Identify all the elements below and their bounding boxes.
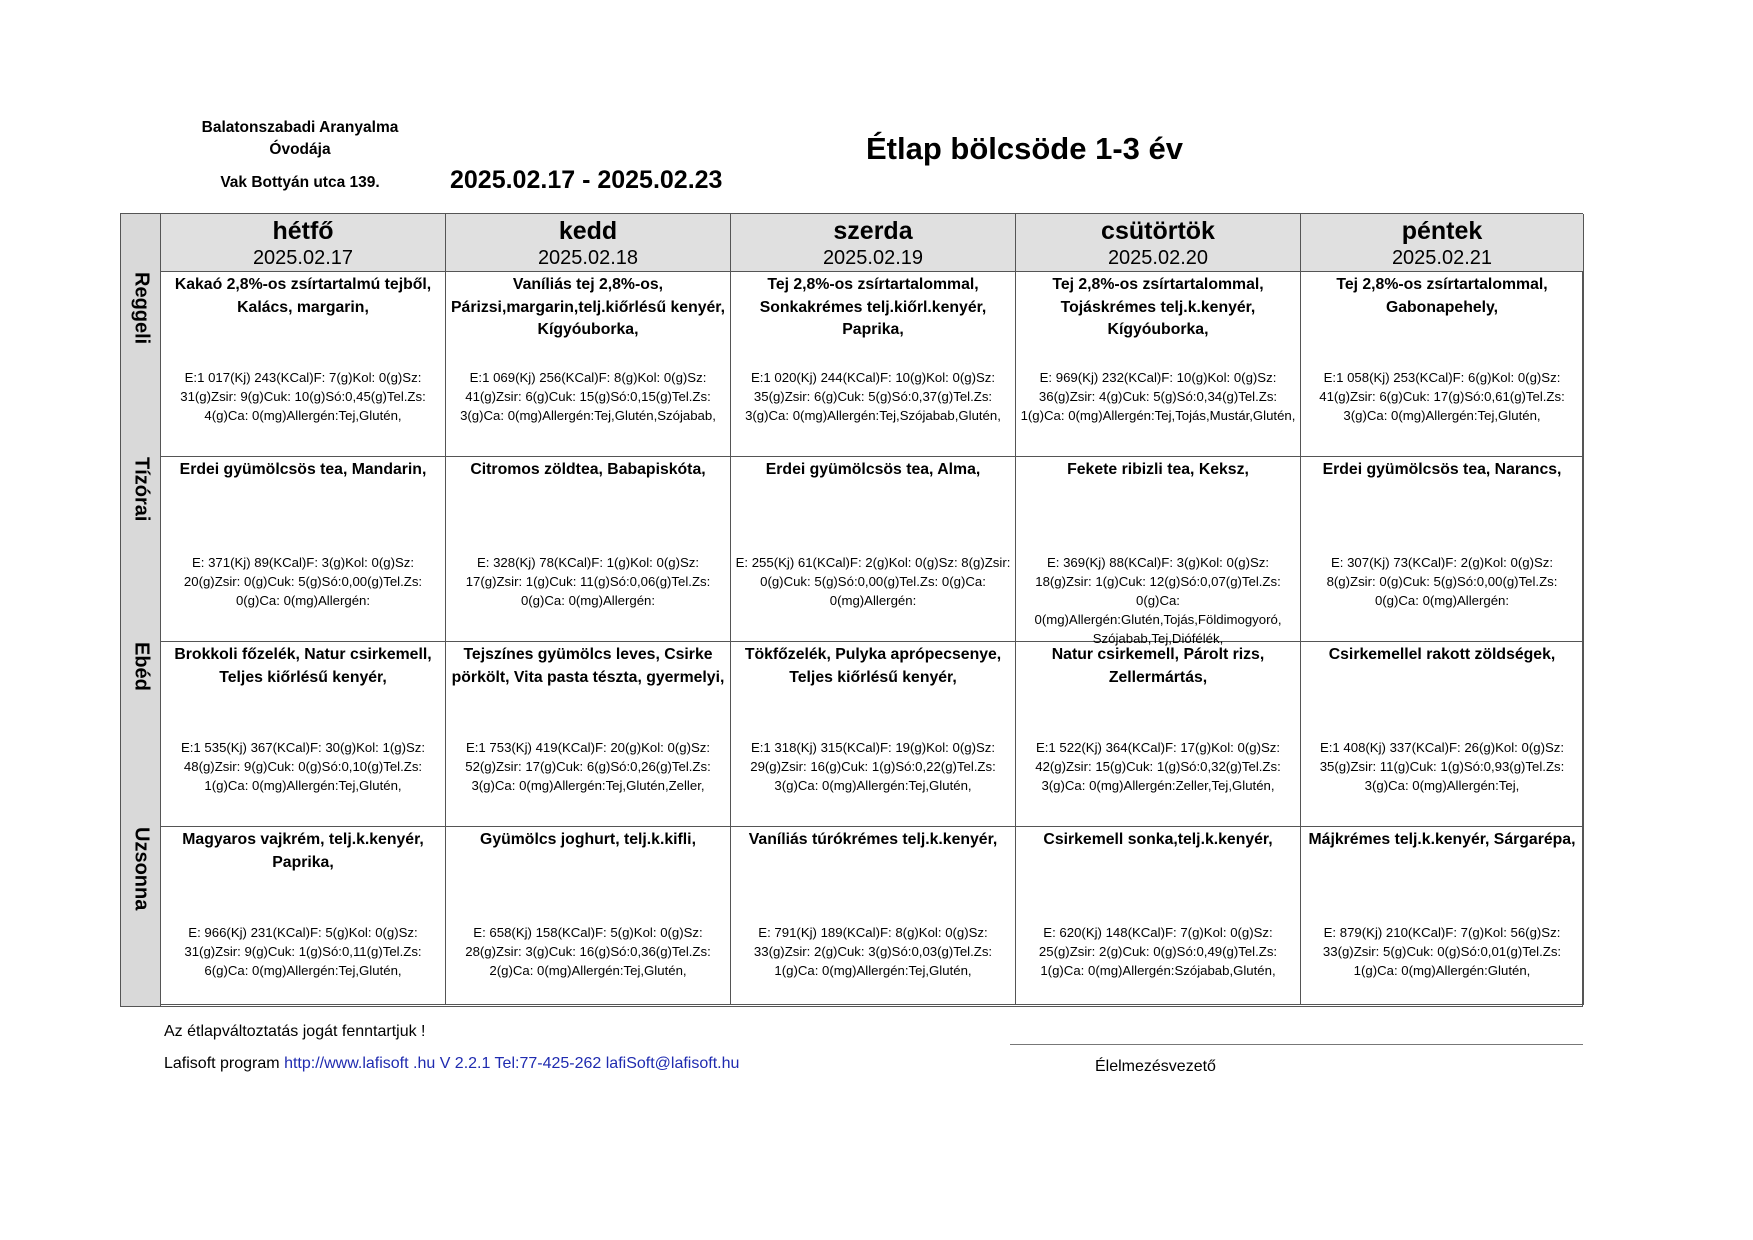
day-name: péntek <box>1401 217 1483 245</box>
nutrition-text: E: 255(Kj) 61(KCal)F: 2(g)Kol: 0(g)Sz: 8(g)Zsir: 0(g)Cuk: 5(g)Só:0,00(g)Tel.Zs: 0(g)Ca: 0(mg)Allergén: <box>735 555 1011 608</box>
day-header <box>161 214 446 272</box>
nutrition-text: E:1 020(Kj) 244(KCal)F: 10(g)Kol: 0(g)Sz: 35(g)Zsir: 6(g)Cuk: 5(g)Só:0,37(g)Tel.Zs: 3(g)Ca: 0(mg)Allergén:Tej,Szójabab,Glutén, <box>745 370 1001 423</box>
dish-text: Brokkoli főzelék, Natur csirkemell, Teljes kiőrlésű kenyér, <box>174 646 432 686</box>
day-name: szerda <box>833 217 913 245</box>
nutrition-text: E:1 017(Kj) 243(KCal)F: 7(g)Kol: 0(g)Sz: 31(g)Zsir: 9(g)Cuk: 10(g)Só:0,45(g)Tel.Zs: 4(g)Ca: 0(mg)Allergén:Tej,Glutén, <box>180 370 426 423</box>
menu-cell <box>161 457 446 642</box>
nutrition-text: E: 966(Kj) 231(KCal)F: 5(g)Kol: 0(g)Sz: 31(g)Zsir: 9(g)Cuk: 1(g)Só:0,11(g)Tel.Zs: 6(g)Ca: 0(mg)Allergén:Tej,Glutén, <box>184 925 422 978</box>
menu-cell <box>446 642 731 827</box>
nutrition-text: E: 791(Kj) 189(KCal)F: 8(g)Kol: 0(g)Sz: 33(g)Zsir: 2(g)Cuk: 3(g)Só:0,03(g)Tel.Zs: 1(g)Ca: 0(mg)Allergén:Tej,Glutén, <box>753 925 993 978</box>
dish-text: Tej 2,8%-os zsírtartalommal, Gabonapehely, <box>1336 276 1548 316</box>
menu-cell <box>731 827 1016 1005</box>
change-note: Az étlapváltoztatás jogát fenntartjuk ! <box>164 1023 426 1040</box>
day-name: kedd <box>558 217 618 245</box>
nutrition-text: E: 969(Kj) 232(KCal)F: 10(g)Kol: 0(g)Sz: 36(g)Zsir: 4(g)Cuk: 5(g)Só:0,34(g)Tel.Zs: 1(g)Ca: 0(mg)Allergén:Tej,Tojás,Mustár,Glutén, <box>1020 370 1296 423</box>
menu-cell <box>161 272 446 457</box>
program-prefix: Lafisoft program <box>164 1055 280 1072</box>
menu-cell <box>446 457 731 642</box>
institution-line2: Óvodája <box>269 141 331 158</box>
menu-cell <box>161 827 446 1005</box>
nutrition-text: E: 879(Kj) 210(KCal)F: 7(g)Kol: 56(g)Sz: 33(g)Zsir: 5(g)Cuk: 0(g)Só:0,01(g)Tel.Zs: 1(g)Ca: 0(mg)Allergén:Glutén, <box>1322 925 1562 978</box>
menu-grid <box>120 213 1583 1007</box>
meal-label-snack: Tízórai <box>130 457 153 522</box>
nutrition-text: E:1 535(Kj) 367(KCal)F: 30(g)Kol: 1(g)Sz: 48(g)Zsir: 9(g)Cuk: 0(g)Só:0,10(g)Tel.Zs: 1(g)Ca: 0(mg)Allergén:Tej,Glutén, <box>180 740 426 793</box>
day-date: 2025.02.19 <box>822 247 924 269</box>
menu-cell <box>446 827 731 1005</box>
nutrition-text: E: 371(Kj) 89(KCal)F: 3(g)Kol: 0(g)Sz: 20(g)Zsir: 0(g)Cuk: 5(g)Só:0,00(g)Tel.Zs: 0(g)Ca: 0(mg)Allergén: <box>183 555 423 608</box>
nutrition-text: E: 658(Kj) 158(KCal)F: 5(g)Kol: 0(g)Sz: 28(g)Zsir: 3(g)Cuk: 16(g)Só:0,36(g)Tel.Zs: 2(g)Ca: 0(mg)Allergén:Tej,Glutén, <box>465 925 711 978</box>
meal-label-breakfast: Reggeli <box>130 272 153 345</box>
dish-text: Natur csirkemell, Párolt rizs, Zellermártás, <box>1051 646 1265 686</box>
nutrition-text: E:1 753(Kj) 419(KCal)F: 20(g)Kol: 0(g)Sz: 52(g)Zsir: 17(g)Cuk: 6(g)Só:0,26(g)Tel.Zs: 3(g)Ca: 0(mg)Allergén:Tej,Glutén,Zeller, <box>465 740 711 793</box>
dish-text: Gyümölcs joghurt, telj.k.kifli, <box>480 831 696 848</box>
menu-cell <box>1301 457 1584 642</box>
nutrition-text: E: 369(Kj) 88(KCal)F: 3(g)Kol: 0(g)Sz: 18(g)Zsir: 1(g)Cuk: 12(g)Só:0,07(g)Tel.Zs: 0(g)Ca: 0(mg)Allergén:Glutén,Tojás,Földimogyoró, Szójabab,Tej,Diófélék, <box>1034 555 1282 646</box>
dish-text: Erdei gyümölcsös tea, Narancs, <box>1322 461 1562 478</box>
dish-text: Csirkemell sonka,telj.k.kenyér, <box>1043 831 1273 848</box>
address: Vak Bottyán utca 139. <box>220 174 380 191</box>
nutrition-text: E:1 058(Kj) 253(KCal)F: 6(g)Kol: 0(g)Sz: 41(g)Zsir: 6(g)Cuk: 17(g)Só:0,61(g)Tel.Zs: 3(g)Ca: 0(mg)Allergén:Tej,Glutén, <box>1319 370 1565 423</box>
page-title: Étlap bölcsöde 1-3 év <box>866 131 1183 166</box>
day-date: 2025.02.17 <box>252 247 354 269</box>
day-header <box>731 214 1016 272</box>
menu-cell <box>1016 457 1301 646</box>
meal-label-lunch: Ebéd <box>130 642 153 691</box>
menu-cell <box>1016 827 1301 1005</box>
menu-cell <box>1016 642 1301 827</box>
menu-cell <box>1301 642 1584 827</box>
date-range: 2025.02.17 - 2025.02.23 <box>450 166 723 194</box>
dish-text: Erdei gyümölcsös tea, Alma, <box>765 461 981 478</box>
dish-text: Erdei gyümölcsös tea, Mandarin, <box>179 461 427 478</box>
menu-cell <box>446 272 731 457</box>
menu-cell <box>1301 272 1584 457</box>
dish-text: Tej 2,8%-os zsírtartalommal, Sonkakrémes telj.kiőrl.kenyér, Paprika, <box>759 276 987 338</box>
menu-cell <box>1301 827 1584 1005</box>
institution-name <box>180 117 420 161</box>
nutrition-text: E:1 522(Kj) 364(KCal)F: 17(g)Kol: 0(g)Sz: 42(g)Zsir: 15(g)Cuk: 1(g)Só:0,32(g)Tel.Zs: 3(g)Ca: 0(mg)Allergén:Zeller,Tej,Glutén, <box>1035 740 1281 793</box>
dish-text: Magyaros vajkrém, telj.k.kenyér, Paprika, <box>182 831 424 871</box>
dish-text: Kakaó 2,8%-os zsírtartalmú tejből, Kalács, margarin, <box>174 276 432 316</box>
day-date: 2025.02.20 <box>1107 247 1209 269</box>
menu-cell <box>731 272 1016 457</box>
meal-label-afternoon: Uzsonna <box>130 827 153 911</box>
nutrition-text: E:1 408(Kj) 337(KCal)F: 26(g)Kol: 0(g)Sz: 35(g)Zsir: 11(g)Cuk: 1(g)Só:0,93(g)Tel.Zs: 3(g)Ca: 0(mg)Allergén:Tej, <box>1319 740 1565 793</box>
dish-text: Tökfőzelék, Pulyka aprópecsenye, Teljes kiőrlésű kenyér, <box>744 646 1002 686</box>
dish-text: Tejszínes gyümölcs leves, Csirke pörkölt, Vita pasta tészta, gyermelyi, <box>451 646 725 686</box>
dish-text: Vaníliás tej 2,8%-os, Párizsi,margarin,telj.kiőrlésű kenyér, Kígyóuborka, <box>451 276 725 338</box>
menu-cell <box>1016 272 1301 457</box>
nutrition-text: E:1 069(Kj) 256(KCal)F: 8(g)Kol: 0(g)Sz: 41(g)Zsir: 6(g)Cuk: 15(g)Só:0,15(g)Tel.Zs: 3(g)Ca: 0(mg)Allergén:Tej,Glutén,Szójabab, <box>460 370 716 423</box>
nutrition-text: E: 328(Kj) 78(KCal)F: 1(g)Kol: 0(g)Sz: 17(g)Zsir: 1(g)Cuk: 11(g)Só:0,06(g)Tel.Zs: 0(g)Ca: 0(mg)Allergén: <box>465 555 711 608</box>
signature-line <box>1010 1044 1583 1045</box>
dish-text: Tej 2,8%-os zsírtartalommal, Tojáskrémes telj.k.kenyér, Kígyóuborka, <box>1052 276 1264 338</box>
program-info <box>164 1055 739 1073</box>
day-header <box>1016 214 1301 272</box>
day-date: 2025.02.21 <box>1391 247 1493 269</box>
dish-text: Citromos zöldtea, Babapiskóta, <box>470 461 706 478</box>
menu-cell <box>731 642 1016 827</box>
day-header <box>446 214 731 272</box>
program-link[interactable]: http://www.lafisoft .hu V 2.2.1 Tel:77-425-262 lafiSoft@lafisoft.hu <box>284 1055 740 1072</box>
dish-text: Csirkemellel rakott zöldségek, <box>1328 646 1556 663</box>
day-name: hétfő <box>272 217 334 245</box>
dish-text: Vaníliás túrókrémes telj.k.kenyér, <box>748 831 998 848</box>
day-name: csütörtök <box>1101 217 1215 245</box>
dish-text: Májkrémes telj.k.kenyér, Sárgarépa, <box>1308 831 1576 848</box>
nutrition-text: E:1 318(Kj) 315(KCal)F: 19(g)Kol: 0(g)Sz: 29(g)Zsir: 16(g)Cuk: 1(g)Só:0,22(g)Tel.Zs: 3(g)Ca: 0(mg)Allergén:Tej,Glutén, <box>750 740 996 793</box>
day-header <box>1301 214 1584 272</box>
institution-line1: Balatonszabadi Aranyalma <box>201 119 399 136</box>
day-date: 2025.02.18 <box>537 247 639 269</box>
menu-cell <box>731 457 1016 642</box>
menu-cell <box>161 642 446 827</box>
nutrition-text: E: 307(Kj) 73(KCal)F: 2(g)Kol: 0(g)Sz: 8(g)Zsir: 0(g)Cuk: 5(g)Só:0,00(g)Tel.Zs: 0(g)Ca: 0(mg)Allergén: <box>1326 555 1558 608</box>
dish-text: Fekete ribizli tea, Keksz, <box>1067 461 1249 478</box>
signature-label: Élelmezésvezető <box>1095 1058 1216 1075</box>
nutrition-text: E: 620(Kj) 148(KCal)F: 7(g)Kol: 0(g)Sz: 25(g)Zsir: 2(g)Cuk: 0(g)Só:0,49(g)Tel.Zs: 1(g)Ca: 0(mg)Allergén:Szójabab,Glutén, <box>1038 925 1278 978</box>
